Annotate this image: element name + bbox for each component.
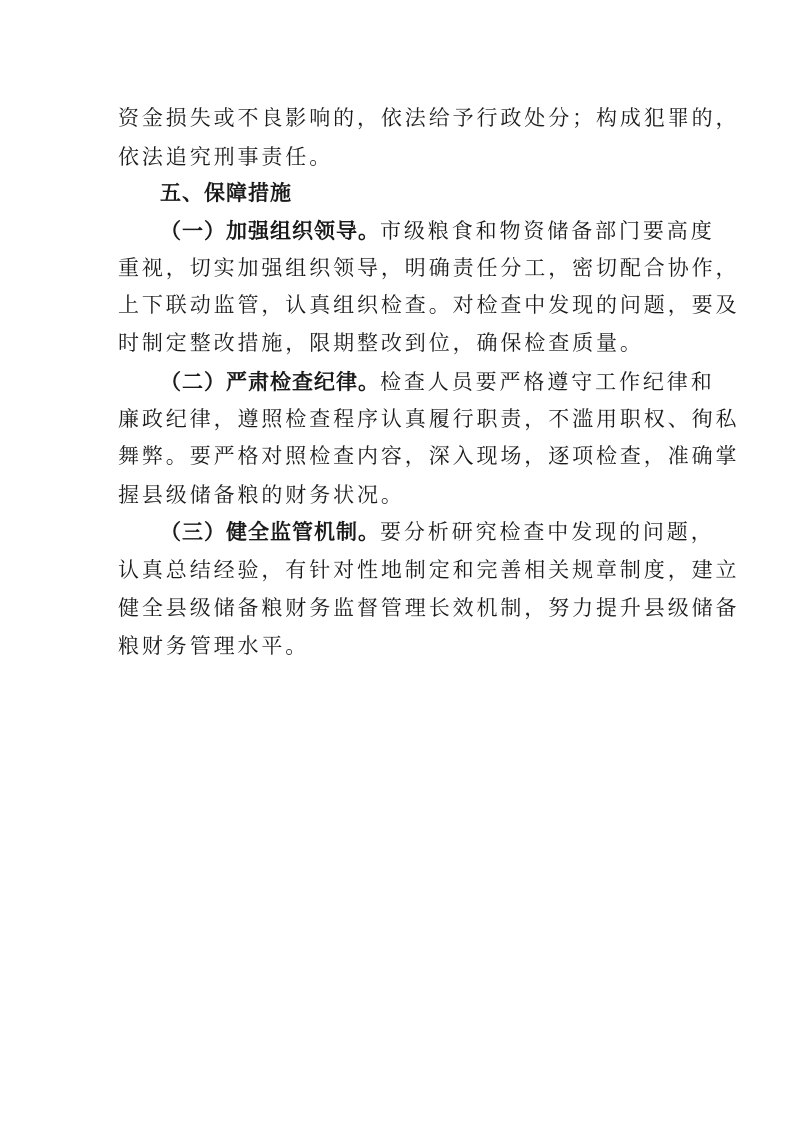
- item-text: 市级粮食和物资储备部门要高度: [380, 219, 715, 243]
- body-text-line: 握县级储备粮的财务状况。: [118, 483, 405, 507]
- body-text-line: 廉政纪律，遵照检查程序认真履行职责，不滥用职权、徇私: [118, 407, 740, 431]
- body-text-line: 粮财务管理水平。: [118, 634, 310, 658]
- body-text-line: 认真总结经验，有针对性地制定和完善相关规章制度，建立: [118, 558, 740, 582]
- item-label: （一）加强组织领导。: [160, 219, 380, 243]
- item-label: （二）严肃检查纪律。: [160, 370, 380, 394]
- item-first-line: [160, 219, 715, 243]
- body-text-line: 时制定整改措施，限期整改到位，确保检查质量。: [118, 331, 644, 355]
- body-text-line: 资金损失或不良影响的，依法给予行政处分；构成犯罪的，: [118, 106, 740, 130]
- body-text-line: 舞弊。要严格对照检查内容，深入现场，逐项检查，准确掌: [118, 444, 740, 468]
- item-first-line: [160, 370, 715, 394]
- body-text-line: 依法追究刑事责任。: [118, 145, 334, 169]
- item-label: （三）健全监管机制。: [160, 520, 380, 544]
- body-text-line: 重视，切实加强组织领导，明确责任分工，密切配合协作，: [118, 256, 740, 280]
- body-text-line: 健全县级储备粮财务监督管理长效机制，努力提升县级储备: [118, 596, 740, 620]
- body-text-line: 上下联动监管，认真组织检查。对检查中发现的问题，要及: [118, 293, 740, 317]
- item-text: 检查人员要严格遵守工作纪律和: [380, 370, 715, 394]
- item-text: 要分析研究检查中发现的问题，: [380, 520, 715, 544]
- item-first-line: [160, 520, 715, 544]
- section-heading: 五、保障措施: [160, 181, 292, 205]
